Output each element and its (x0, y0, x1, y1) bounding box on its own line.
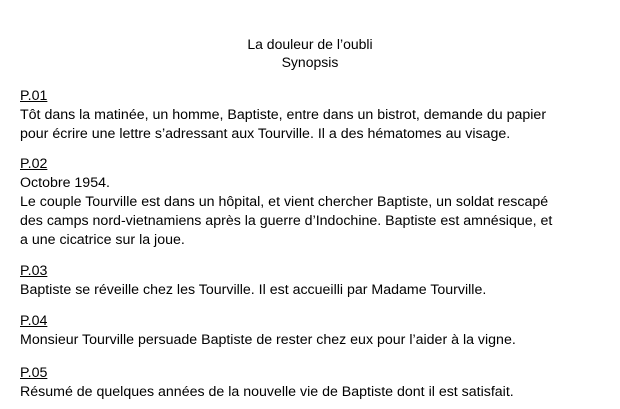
section-text (20, 383, 610, 402)
text-line: des camps nord-vietnamiens après la guerre d’Indochine. Baptiste est amnésique, et (20, 213, 553, 229)
text-line: pour écrire une lettre s’adressant aux Tourville. Il a des hématomes au visage. (20, 126, 511, 142)
text-line: Baptiste se réveille chez les Tourville. Il est accueilli par Madame Tourville. (20, 282, 487, 298)
section-number: P.05 (20, 365, 48, 381)
section-number: P.02 (20, 156, 48, 172)
section-p04 (20, 312, 610, 350)
section-text (20, 331, 610, 350)
section-number: P.04 (20, 313, 48, 329)
text-line: Le couple Tourville est dans un hôpital, et vient chercher Baptiste, un soldat rescapé (20, 194, 549, 210)
section-p03 (20, 262, 610, 300)
section-text (20, 106, 610, 144)
document-subtitle: Synopsis (281, 54, 339, 70)
text-line: Tôt dans la matinée, un homme, Baptiste, entre dans un bistrot, demande du papier (20, 107, 547, 123)
text-line: Résumé de quelques années de la nouvelle vie de Baptiste dont il est satisfait. (20, 384, 514, 400)
section-number: P.01 (20, 88, 48, 104)
section-p05 (20, 364, 610, 402)
section-text (20, 174, 610, 250)
text-line: Octobre 1954. (20, 175, 110, 191)
section-number: P.03 (20, 263, 48, 279)
section-text (20, 281, 610, 300)
section-p02 (20, 155, 610, 250)
text-line: a une cicatrice sur la joue. (20, 232, 185, 248)
text-line: Monsieur Tourville persuade Baptiste de rester chez eux pour l’aider à la vigne. (20, 332, 516, 348)
section-p01 (20, 87, 610, 144)
document-title: La douleur de l’oubli (247, 36, 373, 52)
